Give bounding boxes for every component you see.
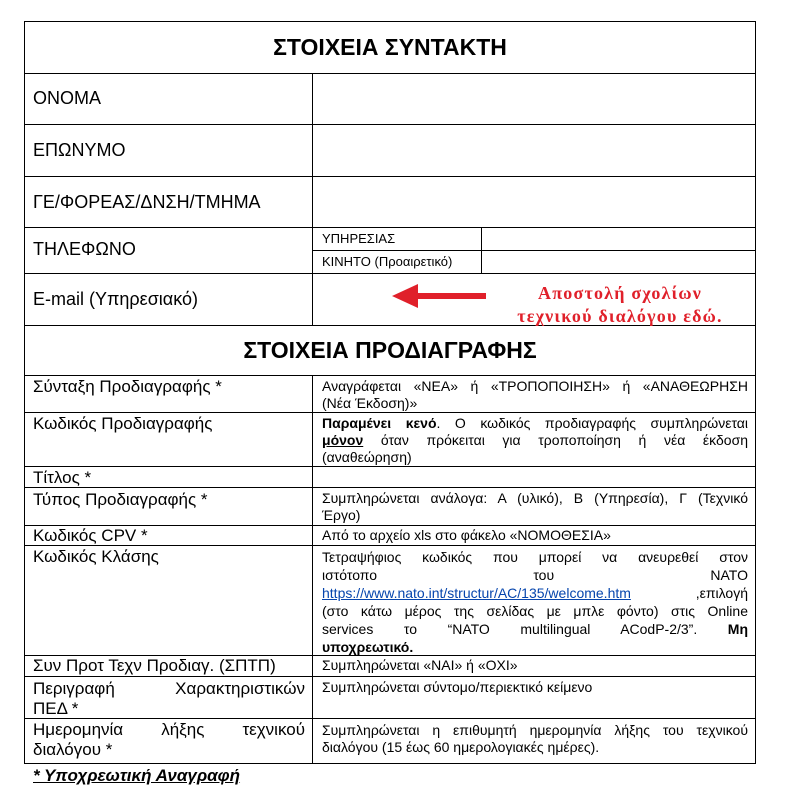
spec-section-title: ΣΤΟΙΧΕΙΑ ΠΡΟΔΙΑΓΡΑΦΗΣ [243, 337, 537, 363]
surname-label: ΕΠΩΝΥΜΟ [33, 140, 126, 160]
mandatory-footnote: * Υποχρεωτική Αναγραφή [33, 766, 241, 785]
phone-service-label: ΥΠΗΡΕΣΙΑΣ [322, 231, 396, 246]
value-line: Έργο) [322, 507, 361, 523]
nato-link[interactable]: https://www.nato.int/structur/AC/135/welcome.htm [322, 585, 631, 601]
divider [312, 250, 756, 251]
value-line: Συμπληρώνεται ανάλογα: Α (υλικό), Β (Υπηρεσία), Γ (Τεχνικό [322, 490, 748, 506]
value-line: (αναθεώρηση) [322, 449, 412, 465]
label-line: ΠΕΔ * [33, 699, 79, 718]
value-line: ιστότοπο του NATO [322, 567, 748, 583]
spec-label-titlos: Τίτλος * [33, 468, 92, 487]
spec-value-perigrafi: Συμπληρώνεται σύντομο/περιεκτικό κείμενο [322, 679, 593, 695]
department-label: ΓΕ/ΦΟΡΕΑΣ/ΔΝΣΗ/ΤΜΗΜΑ [33, 192, 261, 212]
divider [24, 227, 756, 228]
divider [24, 375, 756, 376]
value-bold-underline: μόνον [322, 432, 364, 448]
value-text: . Ο κωδικός προδιαγραφής συμπληρώνεται [436, 415, 748, 431]
spec-label-kodikos: Κωδικός Προδιαγραφής [33, 414, 213, 433]
spec-value-kodikos [322, 415, 748, 466]
arrow-left-icon [392, 283, 488, 309]
email-note-line2: τεχνικού διαλόγου εδώ. [517, 306, 723, 326]
spec-value-imerominia [322, 722, 748, 756]
spec-value-cpv: Από το αρχείο xls στο φάκελο «ΝΟΜΟΘΕΣΙΑ» [322, 527, 611, 543]
value-line: διαλόγου (15 έως 60 ημερολογιακές ημέρες). [322, 739, 600, 755]
divider [24, 466, 756, 467]
value-line [322, 432, 748, 449]
author-section-title: ΣΤΟΙΧΕΙΑ ΣΥΝΤΑΚΤΗ [273, 34, 507, 60]
value-line: Συμπληρώνεται η επιθυμητή ημερομηνία λήξης του τεχνικού [322, 722, 748, 738]
spec-label-sptp: Συν Προτ Τεχν Προδιαγ. (ΣΠΤΠ) [33, 656, 276, 675]
divider [24, 676, 756, 677]
spec-value-typos [322, 490, 748, 524]
spec-label-imerominia [33, 720, 305, 760]
email-note-line1: Αποστολή σχολίων [538, 283, 702, 303]
value-line [322, 584, 748, 602]
column-divider [481, 227, 482, 273]
spec-label-perigrafi [33, 679, 305, 719]
value-line [322, 620, 748, 638]
divider [24, 412, 756, 413]
value-text: όταν πρόκειται για τροποποίηση ή νέα έκδοση [380, 432, 748, 448]
spec-label-klasi: Κωδικός Κλάσης [33, 547, 159, 566]
spec-value-syntaxi [322, 378, 748, 412]
value-line: (Νέα Έκδοση)» [322, 395, 418, 411]
value-bold: υποχρεωτικό. [322, 639, 414, 655]
spec-label-typos: Τύπος Προδιαγραφής * [33, 490, 208, 509]
spec-value-klasi [322, 548, 748, 656]
value-text: ,επιλογή [695, 585, 748, 601]
column-divider [312, 375, 313, 764]
label-line: Περιγραφή Χαρακτηριστικών [33, 679, 305, 698]
value-line: Αναγράφεται «ΝΕΑ» ή «ΤΡΟΠΟΠΟΙΗΣΗ» ή «ΑΝΑΘΕΩΡΗΣΗ [322, 378, 748, 394]
email-note [490, 282, 750, 328]
name-label: ΟΝΟΜΑ [33, 88, 102, 108]
value-line: Τετραψήφιος κωδικός που μπορεί να ανευρεθεί στον [322, 549, 748, 565]
divider [24, 273, 756, 274]
column-divider [312, 73, 313, 325]
label-line: Ημερομηνία λήξης τεχνικού [33, 720, 305, 739]
divider [24, 73, 756, 74]
phone-label: ΤΗΛΕΦΩΝΟ [33, 239, 136, 259]
divider [24, 487, 756, 488]
phone-mobile-label: ΚΙΝΗΤΟ (Προαιρετικό) [322, 254, 453, 269]
value-bold: Παραμένει κενό [322, 415, 437, 431]
value-line [322, 415, 748, 432]
email-label: E-mail (Υπηρεσιακό) [33, 289, 198, 309]
value-bold: Μη [727, 621, 749, 637]
spec-label-syntaxi: Σύνταξη Προδιαγραφής * [33, 377, 222, 396]
label-line: διαλόγου * [33, 740, 113, 759]
divider [24, 176, 756, 177]
value-line: (στο κάτω μέρος της σελίδας με μπλε φόντο) στις Online [322, 603, 748, 619]
divider [24, 124, 756, 125]
value-text: services το “NATO multilingual ACodP-2/3”. [322, 621, 698, 637]
spec-value-sptp: Συμπληρώνεται «ΝΑΙ» ή «ΟΧΙ» [322, 657, 518, 673]
spec-label-cpv: Κωδικός CPV * [33, 526, 148, 545]
